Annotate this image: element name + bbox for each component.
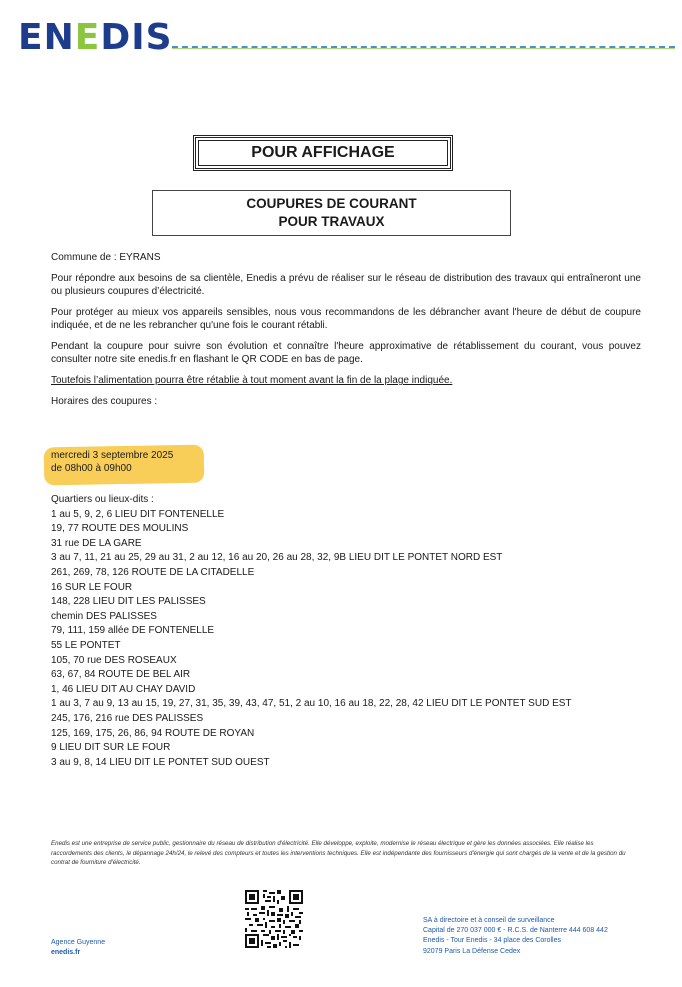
agency-name: Agence Guyenne [51, 939, 106, 946]
company-line: 92079 Paris La Défense Cedex [423, 947, 521, 955]
list-item: 105, 70 rue DES ROSEAUX [51, 654, 177, 666]
list-item: 55 LE PONTET [51, 639, 121, 651]
list-item: 1, 46 LIEU DIT AU CHAY DAVID [51, 683, 196, 695]
outage-day: mercredi 3 septembre 2025 [51, 450, 174, 461]
list-item: 79, 111, 159 allée DE FONTENELLE [51, 625, 215, 637]
notice-heading [152, 190, 511, 236]
company-line: Enedis - Tour Enedis - 34 place des Corolles [423, 937, 562, 945]
header-rule-accent [172, 48, 675, 49]
list-item: 9 LIEU DIT SUR LE FOUR [51, 742, 171, 754]
list-item: 125, 169, 175, 26, 86, 94 ROUTE DE ROYAN [51, 727, 255, 739]
list-item: 148, 228 LIEU DIT LES PALISSES [51, 596, 206, 608]
agency-block [51, 938, 105, 958]
outage-hours: de 08h00 à 09h00 [51, 463, 132, 474]
list-item: 3 au 9, 8, 14 LIEU DIT LE PONTET SUD OUEST [51, 756, 270, 768]
list-item: 16 SUR LE FOUR [51, 581, 133, 593]
list-item: 245, 176, 216 rue DES PALISSES [51, 712, 204, 724]
list-item: 19, 77 ROUTE DES MOULINS [51, 523, 189, 535]
places-label: Quartiers ou lieux-dits : [51, 494, 154, 505]
body-text [51, 251, 641, 416]
company-line: Capital de 270 037 000 € - R.C.S. de Nanterre 444 608 442 [423, 927, 608, 935]
restoration-notice: Toutefois l’alimentation pourra être rétablie à tout moment avant la fin de la plage indiquée. [51, 375, 453, 386]
company-info [423, 916, 608, 957]
paragraph: Pour protéger au mieux vos appareils sensibles, nous vous recommandons de les débrancher avant l'heure de début de coupure indiquée, et de ne les rebrancher qu'une fois le courant rétabli. [51, 307, 641, 331]
outage-date [51, 449, 173, 475]
posting-title: POUR AFFICHAGE [193, 135, 453, 171]
list-item: 1 au 3, 7 au 9, 13 au 15, 19, 27, 31, 35, 39, 43, 47, 51, 2 au 10, 16 au 18, 22, 28, 42 LIEU DIT LE PONTET SUD EST [51, 698, 572, 710]
paragraph: Pendant la coupure pour suivre son évolution et connaître l'heure approximative de rétablissement du courant, vous pouvez consulter notre site enedis.fr en flashant le QR CODE en bas de page. [51, 341, 641, 365]
company-line: SA à directoire et à conseil de surveillance [423, 917, 555, 924]
list-item: 3 au 7, 11, 21 au 25, 29 au 31, 2 au 12, 16 au 20, 26 au 28, 32, 9B LIEU DIT LE PONTET NORD EST [51, 552, 503, 564]
commune: Commune de : EYRANS [51, 252, 161, 263]
list-item: 63, 67, 84 ROUTE DE BEL AIR [51, 669, 191, 681]
notice-heading-line1: COUPURES DE COURANT [246, 196, 417, 211]
list-item: chemin DES PALISSES [51, 610, 157, 622]
website-link[interactable]: enedis.fr [51, 949, 81, 956]
places-list [51, 493, 572, 770]
legal-footer: Enedis est une entreprise de service public, gestionnaire du réseau de distribution d'électricité. Elle développe, exploite, modernise le réseau électrique et gère les données associées. Elle réalise les raccordements des clients, le dépannage 24h/24, le relevé des compteurs et toutes les interventions techniques. Elle est indépendante des fournisseurs d'énergie qui sont chargés de la vente et de la gestion du contrat de fourniture d'électricité. [51, 840, 626, 866]
list-item: 261, 269, 78, 126 ROUTE DE LA CITADELLE [51, 566, 255, 578]
enedis-logo: ENEDIS [18, 17, 173, 58]
list-item: 1 au 5, 9, 2, 6 LIEU DIT FONTENELLE [51, 508, 225, 520]
paragraph: Pour répondre aux besoins de sa clientèle, Enedis a prévu de réaliser sur le réseau de distribution des travaux qui entraîneront une ou plusieurs coupures d’électricité. [51, 273, 641, 297]
schedule-label: Horaires des coupures : [51, 396, 158, 407]
notice-heading-line2: POUR TRAVAUX [278, 214, 385, 229]
list-item: 31 rue DE LA GARE [51, 537, 142, 549]
qr-code-icon[interactable] [245, 890, 303, 948]
